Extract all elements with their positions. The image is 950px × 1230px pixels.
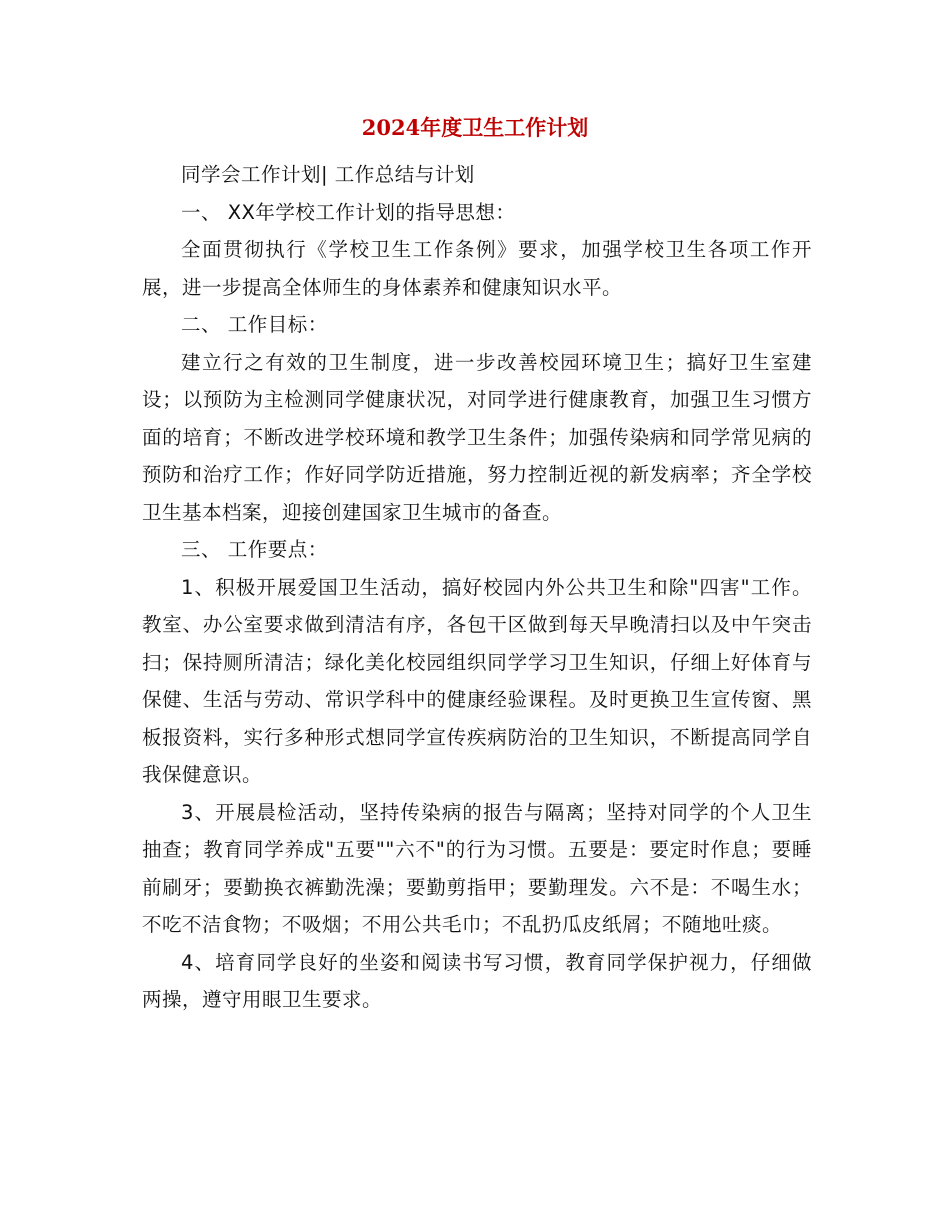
document-title: 2024年度卫生工作计划 [361, 115, 589, 140]
paragraph-subheading: 同学会工作计划| 工作总结与计划 [181, 163, 475, 186]
section-heading-2: 二、 工作目标： [181, 313, 328, 336]
section-heading-1: 一、 XX年学校工作计划的指导思想： [181, 200, 516, 224]
paragraph-goals: 建立行之有效的卫生制度，进一步改善校园环境卫生；搞好卫生室建设；以预防为主检测同学健康状况，对同学进行健康教育，加强卫生习惯方面的培育；不断改进学校环境和教学卫生条件；加强传染病和同学常见病的预防和治疗工作；作好同学防近措施，努力控制近视的新发病率；齐全学校卫生基本档案，迎接创建国家卫生城市的备查。 [142, 350, 812, 524]
paragraph-point-1: 1、积极开展爱国卫生活动，搞好校园内外公共卫生和除"四害"工作。教室、办公室要求做到清洁有序，各包干区做到每天早晚清扫以及中午突击扫；保持厕所清洁；绿化美化校园组织同学学习卫生知识，仔细上好体育与保健、生活与劳动、常识学科中的健康经验课程。及时更换卫生宣传窗、黑板报资料，实行多种形式想同学宣传疾病防治的卫生知识，不断提高同学自我保健意识。 [142, 575, 812, 786]
document-body [142, 156, 812, 1019]
paragraph-guiding-thought: 全面贯彻执行《学校卫生工作条例》要求，加强学校卫生各项工作开展，进一步提高全体师生的身体素养和健康知识水平。 [142, 238, 812, 299]
section-heading-3: 三、 工作要点： [181, 538, 328, 561]
paragraph-point-3: 3、开展晨检活动，坚持传染病的报告与隔离；坚持对同学的个人卫生抽查；教育同学养成"五要""六不"的行为习惯。五要是：要定时作息；要睡前刷牙；要勤换衣裤勤洗澡；要勤剪指甲；要勤理发。六不是：不喝生水；不吃不洁食物；不吸烟；不用公共毛巾；不乱扔瓜皮纸屑；不随地吐痰。 [142, 800, 812, 936]
paragraph-point-4: 4、培育同学良好的坐姿和阅读书写习惯，教育同学保护视力，仔细做两操，遵守用眼卫生要求。 [142, 950, 812, 1011]
